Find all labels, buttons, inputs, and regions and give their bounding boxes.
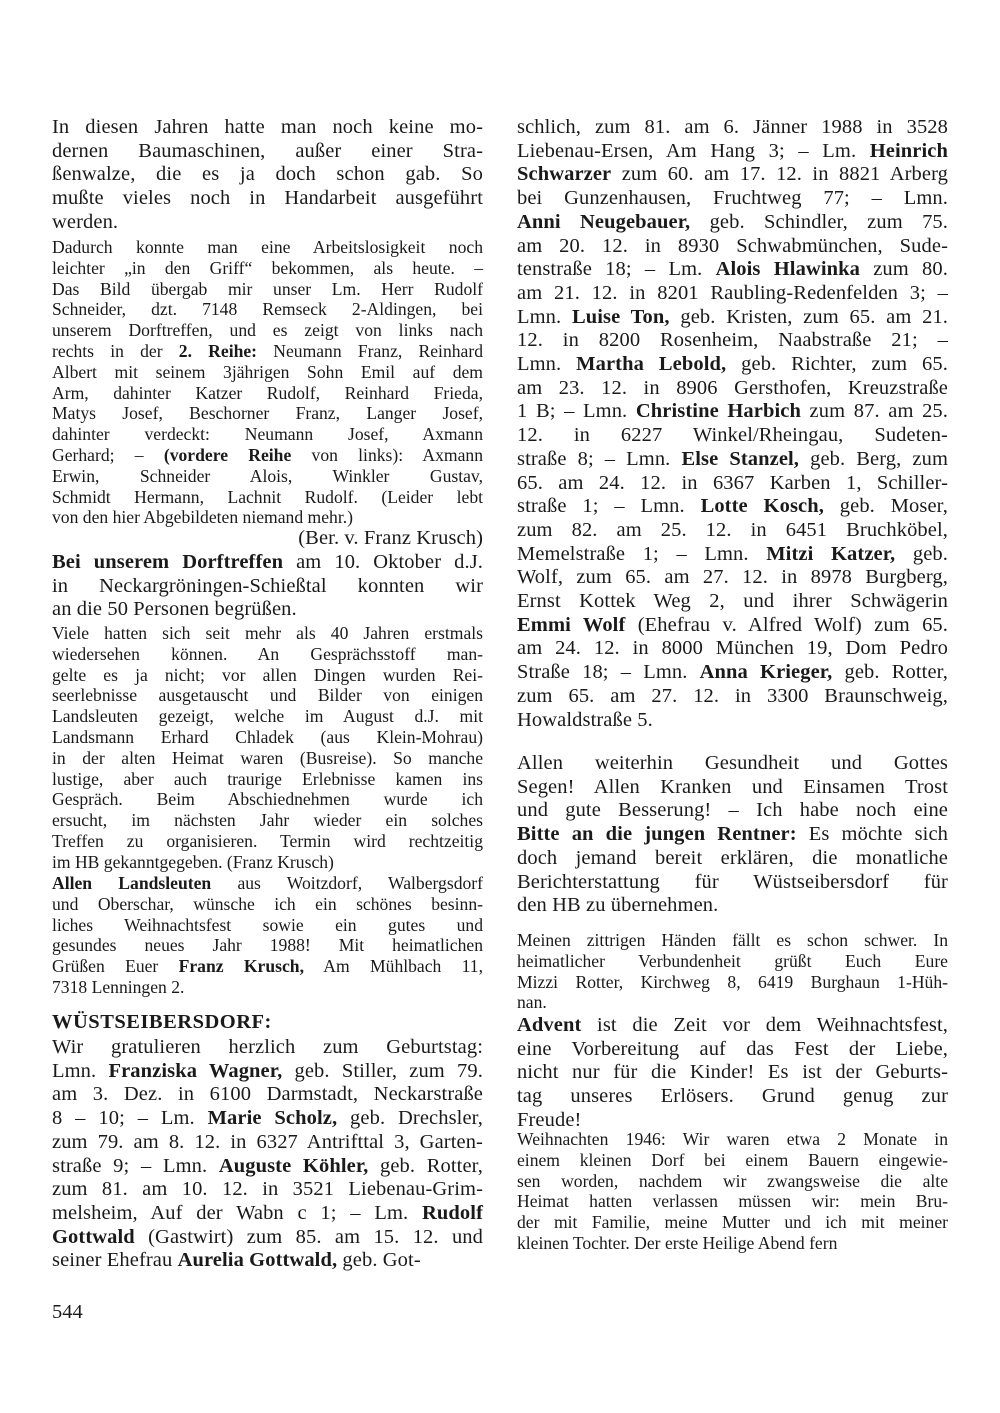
text-line [517, 543, 948, 567]
text: Wolf, zum 65. am 27. 12. in 8978 Burgberg, [517, 566, 948, 589]
text-line [52, 831, 483, 852]
text-line [52, 810, 483, 831]
text-line [52, 258, 483, 279]
text: Gerhard; – [52, 444, 164, 465]
text: geb. Berg, zum [799, 447, 948, 470]
text: Albert mit seinem 3jährigen Sohn Emil auf dem [52, 361, 483, 382]
text: eine Vorbereitung auf das Fest der Liebe, [517, 1037, 948, 1060]
text: (Ehefrau v. Alfred Wolf) zum 65. [625, 613, 948, 636]
text-line [517, 1129, 948, 1150]
bold-text: Auguste Köhler, [218, 1154, 369, 1177]
text: heimatlicher Verbundenheit grüßt Euch Eure [517, 950, 948, 971]
text: zum 79. am 8. 12. in 6327 Antrifttal 3, Garten- [52, 1130, 483, 1153]
text-line [517, 1212, 948, 1233]
text: liches Weihnachtsfest sowie ein gutes und [52, 914, 483, 935]
text-line [52, 140, 483, 164]
text: seerlebnisse ausgetauscht und Bilder von einigen [52, 685, 483, 706]
text: dahinter verdeckt: Neumann Josef, Axmann [52, 424, 483, 445]
text: In diesen Jahren hatte man noch keine mo- [52, 116, 483, 138]
text-line [517, 377, 948, 401]
bold-text: 2. Reihe: [178, 340, 258, 361]
bold-text: Else Stanzel, [681, 447, 800, 470]
section-heading-wuestseibersdorf: WÜSTSEIBERSDORF: [52, 1011, 272, 1033]
text-line [52, 279, 483, 300]
text-line [517, 424, 948, 448]
text-line [52, 187, 483, 211]
bold-text: Alois Hlawinka [715, 258, 860, 281]
text-line [52, 956, 483, 977]
text: werden. [52, 210, 119, 233]
text-line [52, 1202, 483, 1226]
text-line [517, 685, 948, 709]
text: geb. Kristen, zum 65. am 21. [669, 305, 949, 328]
text: kleinen Tochter. Der erste Heilige Abend fern [517, 1232, 838, 1253]
text-line [52, 551, 483, 575]
text: den HB zu übernehmen. [517, 894, 719, 917]
bold-text: Aurelia Gottwald, [177, 1249, 338, 1272]
text-line [517, 614, 948, 638]
text: tag unseres Erlösers. Grund genug zur [517, 1085, 948, 1108]
text-line [517, 306, 948, 330]
text: aus Woitzdorf, Walbergsdorf [211, 873, 484, 893]
text: der mit Familie, meine Mutter und ich mit meiner [517, 1212, 948, 1233]
text-line [52, 487, 483, 508]
text-line [52, 1060, 483, 1084]
text-line [52, 341, 483, 362]
text: dernen Baumaschinen, außer einer Stra- [52, 139, 483, 162]
text-line [52, 362, 483, 383]
text-line [517, 709, 948, 733]
text-line [52, 598, 483, 622]
bold-text: Schwarzer [517, 163, 612, 186]
text: Viele hatten sich seit mehr als 40 Jahren erstmals [52, 623, 483, 643]
text: am 20. 12. in 8930 Schwabmünchen, Sude- [517, 234, 948, 257]
text-line [517, 1061, 948, 1085]
text: zum 87. am 25. [800, 400, 949, 423]
text: am 21. 12. in 8201 Raubling-Redenfelden 3; – [517, 281, 948, 304]
text: am 10. Oktober d.J. [283, 551, 483, 573]
text: Liebenau-Ersen, Am Hang 3; – Lm. [517, 139, 870, 162]
bold-text: (vordere Reihe [163, 444, 292, 465]
bold-text: Bei unserem Dorftreffen [52, 551, 284, 573]
text: Matys Josef, Beschorner Franz, Langer Josef, [52, 403, 483, 424]
text-line [517, 329, 948, 353]
text: zum 81. am 10. 12. in 3521 Liebenau-Grim- [52, 1178, 483, 1201]
text: sen worden, nachdem wir zwangsweise die alte [517, 1170, 948, 1191]
text: Schneider, dzt. 7148 Remseck 2-Aldingen, bei [52, 299, 483, 320]
text: zum 65. am 27. 12. in 3300 Braunschweig, [517, 684, 948, 707]
text: im HB gekanntgegeben. (Franz Krusch) [52, 851, 334, 872]
text-line [52, 1249, 483, 1273]
text-line [517, 211, 948, 235]
text-line [517, 894, 948, 918]
text: geb. Got- [337, 1249, 421, 1272]
text-line [52, 1178, 483, 1202]
text: Weihnachten 1946: Wir waren etwa 2 Monate in [517, 1129, 948, 1149]
paragraph-greetings [52, 873, 483, 998]
text-line [517, 187, 948, 211]
paragraph-birthdays-continued [517, 116, 948, 732]
paragraph-reunion [52, 623, 483, 873]
text-line [52, 1083, 483, 1107]
paragraph-christmas-1946 [517, 1129, 948, 1254]
text-line [517, 353, 948, 377]
text: geb. [895, 542, 948, 565]
text: geb. Rotter, [368, 1154, 483, 1177]
text: Das Bild übergab mir unser Lm. Herr Rudolf [52, 278, 483, 299]
text-line [52, 748, 483, 769]
text-line [517, 282, 948, 306]
text: geb. Drechsler, [337, 1107, 483, 1130]
text: Straße 18; – Lmn. [517, 661, 700, 684]
text-line [52, 163, 483, 187]
bold-text: Allen Landsleuten [52, 873, 212, 893]
paragraph-mizzi-rotter [517, 930, 948, 1013]
bold-text: Anni Neugebauer, [517, 210, 691, 233]
text-line [52, 769, 483, 790]
text-line [517, 590, 948, 614]
text: 8 – 10; – Lm. [52, 1107, 208, 1130]
text: einem kleinen Dorf bei einem Bauern eingewie- [517, 1149, 948, 1170]
text-line [517, 799, 948, 823]
paragraph-birthdays [52, 1036, 483, 1273]
bold-text: Rudolf [422, 1201, 483, 1224]
text-line [517, 847, 948, 871]
text: und gute Besserung! – Ich habe noch eine [517, 799, 948, 822]
text: an die 50 Personen begrüßen. [52, 598, 297, 621]
text-line [52, 424, 483, 445]
text: zum 80. [859, 258, 948, 281]
text-line [517, 258, 948, 282]
text: lustige, aber auch traurige Erlebnisse kamen ins [52, 768, 483, 789]
text: straße 8; – Lmn. [517, 447, 682, 470]
text-line [52, 575, 483, 599]
text: geb. Moser, [823, 495, 948, 518]
paragraph-wishes [517, 752, 948, 918]
text-line [517, 1150, 948, 1171]
text-line [517, 448, 948, 472]
text: 12. in 6227 Winkel/Rheingau, Sudeten- [517, 424, 948, 447]
text-line [517, 400, 948, 424]
text: am 23. 12. in 8906 Gersthofen, Kreuzstraße [517, 376, 948, 399]
text: Neumann Franz, Reinhard [257, 340, 484, 361]
text-line [52, 873, 483, 894]
text: ist die Zeit vor dem Weihnachtsfest, [581, 1014, 948, 1036]
text-line [52, 623, 483, 644]
bold-text: Anna Krieger, [699, 661, 833, 684]
text: 7318 Lenningen 2. [52, 976, 185, 997]
text-line [52, 644, 483, 665]
text: wiedersehen können. An Gesprächsstoff man- [52, 643, 483, 664]
text: in Neckargröningen-Schießtal konnten wir [52, 574, 483, 597]
text: und Oberschar, wünsche ich ein schönes besinn- [52, 893, 483, 914]
text: Gespräch. Beim Abschiednehmen wurde ich [52, 789, 483, 810]
text: Memelstraße 1; – Lmn. [517, 542, 767, 565]
text-line [517, 1014, 948, 1038]
text-line [517, 140, 948, 164]
text-line [517, 992, 948, 1013]
text: Allen weiterhin Gesundheit und Gottes [517, 752, 948, 774]
text-line [517, 1171, 948, 1192]
bold-text: Heinrich [869, 139, 948, 162]
text: ßenwalze, die es ja doch schon gab. So [52, 163, 483, 186]
text: schlich, zum 81. am 6. Jänner 1988 in 3528 [517, 116, 948, 138]
text: Berichterstattung für Wüstseibersdorf für [517, 870, 948, 893]
text-line [52, 299, 483, 320]
paragraph-dorftreffen [52, 551, 483, 622]
bold-text: Lotte Kosch, [700, 495, 824, 518]
text-line [52, 935, 483, 956]
text-line [52, 977, 483, 998]
text-line [52, 527, 483, 551]
text-line [52, 1155, 483, 1179]
text-line [52, 403, 483, 424]
text: Es möchte sich [796, 823, 948, 846]
text: Ernst Kottek Weg 2, und ihrer Schwägerin [517, 590, 948, 613]
text-line [52, 1036, 483, 1060]
text: Schmidt Hermann, Lachnit Rudolf. (Leider lebt [52, 486, 483, 507]
text: Segen! Allen Kranken und Einsamen Trost [517, 775, 948, 798]
text: 65. am 24. 12. in 6367 Karben 1, Schiller- [517, 471, 948, 494]
text-line [517, 752, 948, 776]
byline-franz-krusch [52, 527, 483, 551]
text-line [517, 972, 948, 993]
bold-text: Luise Ton, [571, 305, 670, 328]
text: straße 9; – Lmn. [52, 1154, 219, 1177]
text-line [52, 237, 483, 258]
text: Lmn. [517, 353, 577, 376]
text: nicht nur für die Kinder! Es ist der Geburts- [517, 1061, 948, 1084]
text-line [52, 894, 483, 915]
text-line [517, 495, 948, 519]
text: Grüßen Euer [52, 956, 179, 977]
text-line [517, 823, 948, 847]
text: tenstraße 18; – Lm. [517, 258, 716, 281]
text-line [517, 235, 948, 259]
text-line [517, 163, 948, 187]
text-line [52, 1226, 483, 1250]
text-line [52, 1131, 483, 1155]
text: Am Mühlbach 11, [303, 956, 483, 977]
text: am 24. 12. in 8000 München 19, Dom Pedro [517, 637, 948, 660]
bold-text: Franziska Wagner, [108, 1059, 283, 1082]
text-line [517, 776, 948, 800]
text: Lmn. [52, 1059, 109, 1082]
text-line [52, 685, 483, 706]
text-line [517, 871, 948, 895]
text: ersucht, im nächsten Jahr wieder ein solches [52, 810, 483, 831]
paragraph-photo-caption [52, 237, 483, 528]
text-line [52, 507, 483, 528]
text-line [52, 320, 483, 341]
text: 12. in 8200 Rosenheim, Naabstraße 21; – [517, 329, 948, 352]
paragraph-advent [517, 1014, 948, 1133]
text: Meinen zittrigen Händen fällt es schon schwer. In [517, 930, 948, 950]
text: am 3. Dez. in 6100 Darmstadt, Neckarstraße [52, 1083, 483, 1106]
text-line [52, 1107, 483, 1131]
text: geb. Schindler, zum 75. [690, 210, 948, 233]
text-line [52, 852, 483, 873]
text-line [517, 951, 948, 972]
bold-text: Advent [517, 1014, 582, 1036]
text: Arm, dahinter Katzer Rudolf, Reinhard Frieda, [52, 382, 483, 403]
text: von den hier Abgebildeten niemand mehr.) [52, 507, 353, 528]
text: zum 60. am 17. 12. in 8821 Arberg [611, 163, 948, 186]
bold-text: Bitte an die jungen Rentner: [517, 823, 797, 846]
text-line [517, 519, 948, 543]
text-line [517, 661, 948, 685]
text: unserem Dorftreffen, und es zeigt von links nach [52, 320, 483, 341]
bold-text: Martha Lebold, [576, 353, 727, 376]
text-line [517, 1191, 948, 1212]
text-line [52, 727, 483, 748]
text-line [52, 665, 483, 686]
text: Lmn. [517, 305, 572, 328]
text: bei Gunzenhausen, Fruchtweg 77; – Lmn. [517, 187, 948, 210]
text-line [517, 472, 948, 496]
text: nan. [517, 992, 547, 1013]
text: seiner Ehefrau [52, 1249, 178, 1272]
text: rechts in der [52, 340, 179, 361]
text: Freude! [517, 1108, 582, 1131]
text: melsheim, Auf der Wabn c 1; – Lm. [52, 1201, 423, 1224]
text-line [517, 1038, 948, 1062]
text-line [52, 445, 483, 466]
text: leichter „in den Griff“ bekommen, als heute. – [52, 257, 483, 278]
text-line [52, 915, 483, 936]
text-line [517, 116, 948, 140]
text: geb. Stiller, zum 79. [282, 1059, 483, 1082]
text-line [52, 383, 483, 404]
text: (Ber. v. Franz Krusch) [298, 527, 483, 549]
text: straße 1; – Lmn. [517, 495, 701, 518]
paragraph-road-work [52, 116, 483, 235]
text-line [52, 466, 483, 487]
text: in der alten Heimat waren (Busreise). So manche [52, 747, 483, 768]
text: Dadurch konnte man eine Arbeitslosigkeit noch [52, 237, 483, 257]
text-line [52, 211, 483, 235]
bold-text: Mitzi Katzer, [766, 542, 896, 565]
text: Mizzi Rotter, Kirchweg 8, 6419 Burghaun 1-Hüh- [517, 971, 948, 992]
bold-text: Emmi Wolf [517, 613, 626, 636]
bold-text: Marie Scholz, [207, 1107, 338, 1130]
text: Landsmann Erhard Chladek (aus Klein-Mohrau) [52, 726, 483, 747]
text-line [52, 789, 483, 810]
text: Wir gratulieren herzlich zum Geburtstag: [52, 1036, 483, 1058]
text: Erwin, Schneider Alois, Winkler Gustav, [52, 465, 483, 486]
text-line [52, 116, 483, 140]
text-line [517, 1085, 948, 1109]
text-line [517, 566, 948, 590]
bold-text: Christine Harbich [635, 400, 801, 423]
text: geb. Rotter, [832, 661, 949, 684]
text: doch jemand bereit erklären, die monatliche [517, 846, 948, 869]
text: Treffen zu organisieren. Termin wird rechtzeitig [52, 830, 483, 851]
text: zum 82. am 25. 12. in 6451 Bruchköbel, [517, 518, 948, 541]
text-line [517, 930, 948, 951]
bold-text: Gottwald [52, 1225, 135, 1248]
text-line [517, 637, 948, 661]
text: Howaldstraße 5. [517, 708, 653, 731]
text: geb. Richter, zum 65. [726, 353, 948, 376]
text: gelte es ja nicht; vor allen Dingen wurden Rei- [52, 664, 483, 685]
text: gesundes neues Jahr 1988! Mit heimatlichen [52, 935, 483, 956]
text: 1 B; – Lmn. [517, 400, 636, 423]
page-number: 544 [52, 1301, 83, 1323]
text: Heimat hatten verlassen müssen wir: mein Bru- [517, 1191, 948, 1212]
text: Landsleuten gezeigt, welche im August d.J. mit [52, 706, 483, 727]
text: mußte vieles noch in Handarbeit ausgeführt [52, 187, 483, 210]
text-line [517, 1233, 948, 1254]
text: (Gastwirt) zum 85. am 15. 12. und [134, 1225, 483, 1248]
text-line [52, 706, 483, 727]
text: von links): Axmann [291, 444, 484, 465]
bold-text: Franz Krusch, [178, 956, 304, 977]
